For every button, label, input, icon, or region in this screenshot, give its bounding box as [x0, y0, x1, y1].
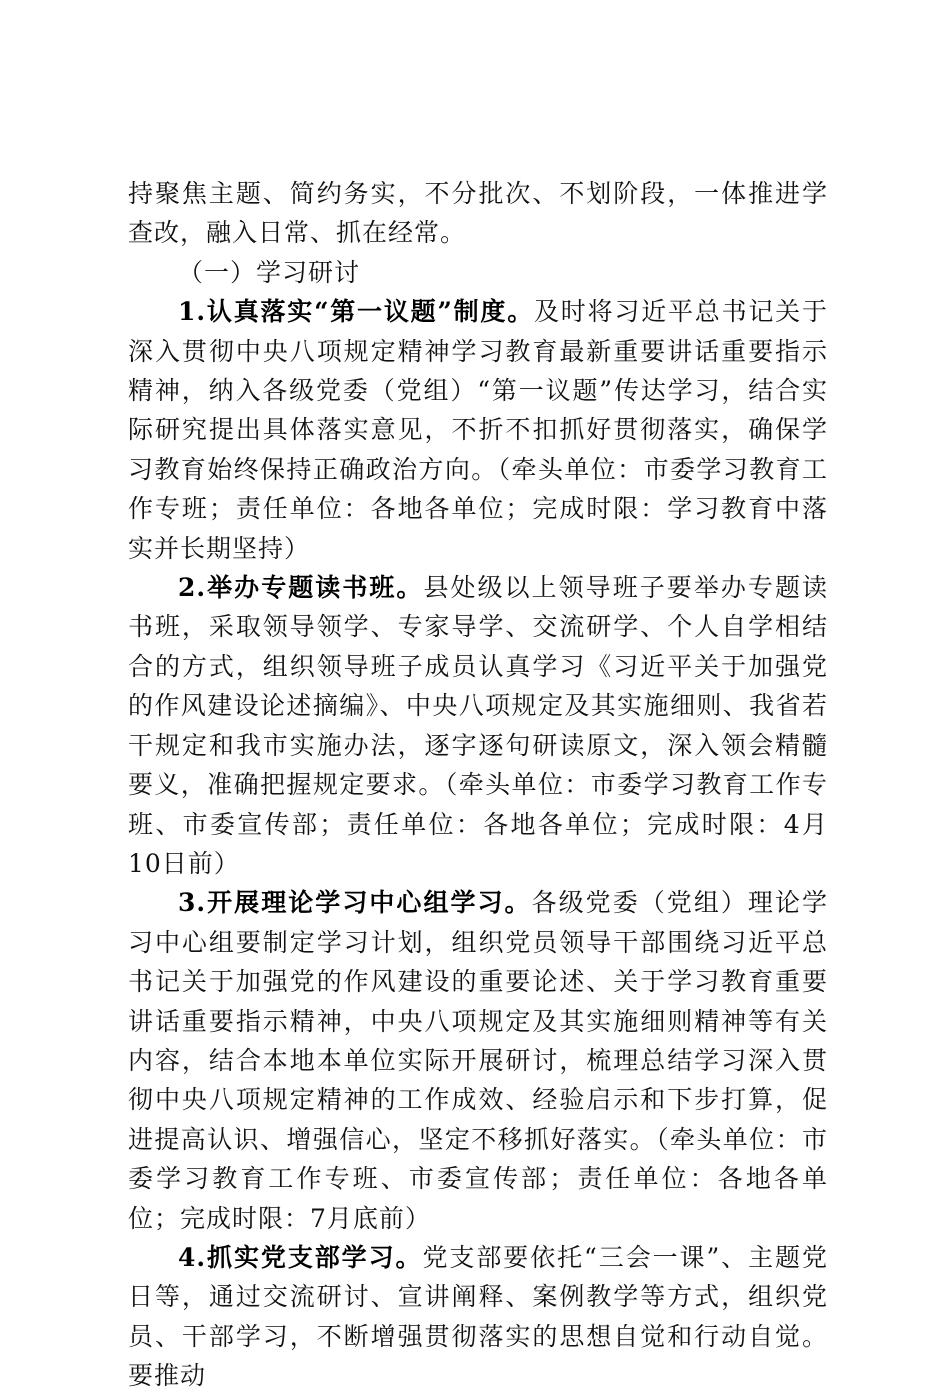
- item-title: 3.开展理论学习中心组学习。: [178, 888, 532, 918]
- item-paragraph-2: [128, 568, 828, 883]
- section-heading: [128, 253, 828, 292]
- item-title: 4.抓实党支部学习。: [178, 1242, 423, 1272]
- item-paragraph-3: [128, 883, 828, 1238]
- item-title: 1.认真落实“第一议题”制度。: [178, 297, 535, 327]
- document-body: [128, 174, 828, 1396]
- item-paragraph-1: [128, 292, 828, 568]
- section-heading-text: （一）学习研讨: [178, 257, 361, 287]
- item-text: 各级党委（党组）理论学习中心组要制定学习计划，组织党员领导干部围绕习近平总书记关于加强党的作风建设的重要论述、关于学习教育重要讲话重要指示精神，中央八项规定及其实施细则精神等有关内容，结合本地本单位实际开展研讨，梳理总结学习深入贯彻中央八项规定精神的工作成效、经验启示和下步打算，促进提高认识、增强信心，坚定不移抓好落实。（牵头单位：市委学习教育工作专班、市委宣传部；责任单位：各地各单位；完成时限：7月底前）: [128, 888, 828, 1233]
- item-text: 及时将习近平总书记关于深入贯彻中央八项规定精神学习教育最新重要讲话重要指示精神，纳入各级党委（党组）“第一议题”传达学习，结合实际研究提出具体落实意见，不折不扣抓好贯彻落实，确保学习教育始终保持正确政治方向。（牵头单位：市委学习教育工作专班；责任单位：各地各单位；完成时限：学习教育中落实并长期坚持）: [128, 297, 828, 563]
- item-paragraph-4: [128, 1238, 828, 1396]
- continued-paragraph: [128, 174, 828, 253]
- item-title: 2.举办专题读书班。: [178, 573, 424, 603]
- paragraph-text: 持聚焦主题、简约务实，不分批次、不划阶段，一体推进学查改，融入日常、抓在经常。: [128, 179, 828, 248]
- item-text: 县处级以上领导班子要举办专题读书班，采取领导领学、专家导学、交流研学、个人自学相结合的方式，组织领导班子成员认真学习《习近平关于加强党的作风建设论述摘编》、中央八项规定及其实施细则、我省若干规定和我市实施办法，逐字逐句研读原文，深入领会精髓要义，准确把握规定要求。（牵头单位：市委学习教育工作专班、市委宣传部；责任单位：各地各单位；完成时限：4月10日前）: [128, 573, 828, 878]
- item-text: 党支部要依托“三会一课”、主题党日等，通过交流研讨、宣讲阐释、案例教学等方式，组织党员、干部学习，不断增强贯彻落实的思想自觉和行动自觉。要推动: [128, 1242, 828, 1391]
